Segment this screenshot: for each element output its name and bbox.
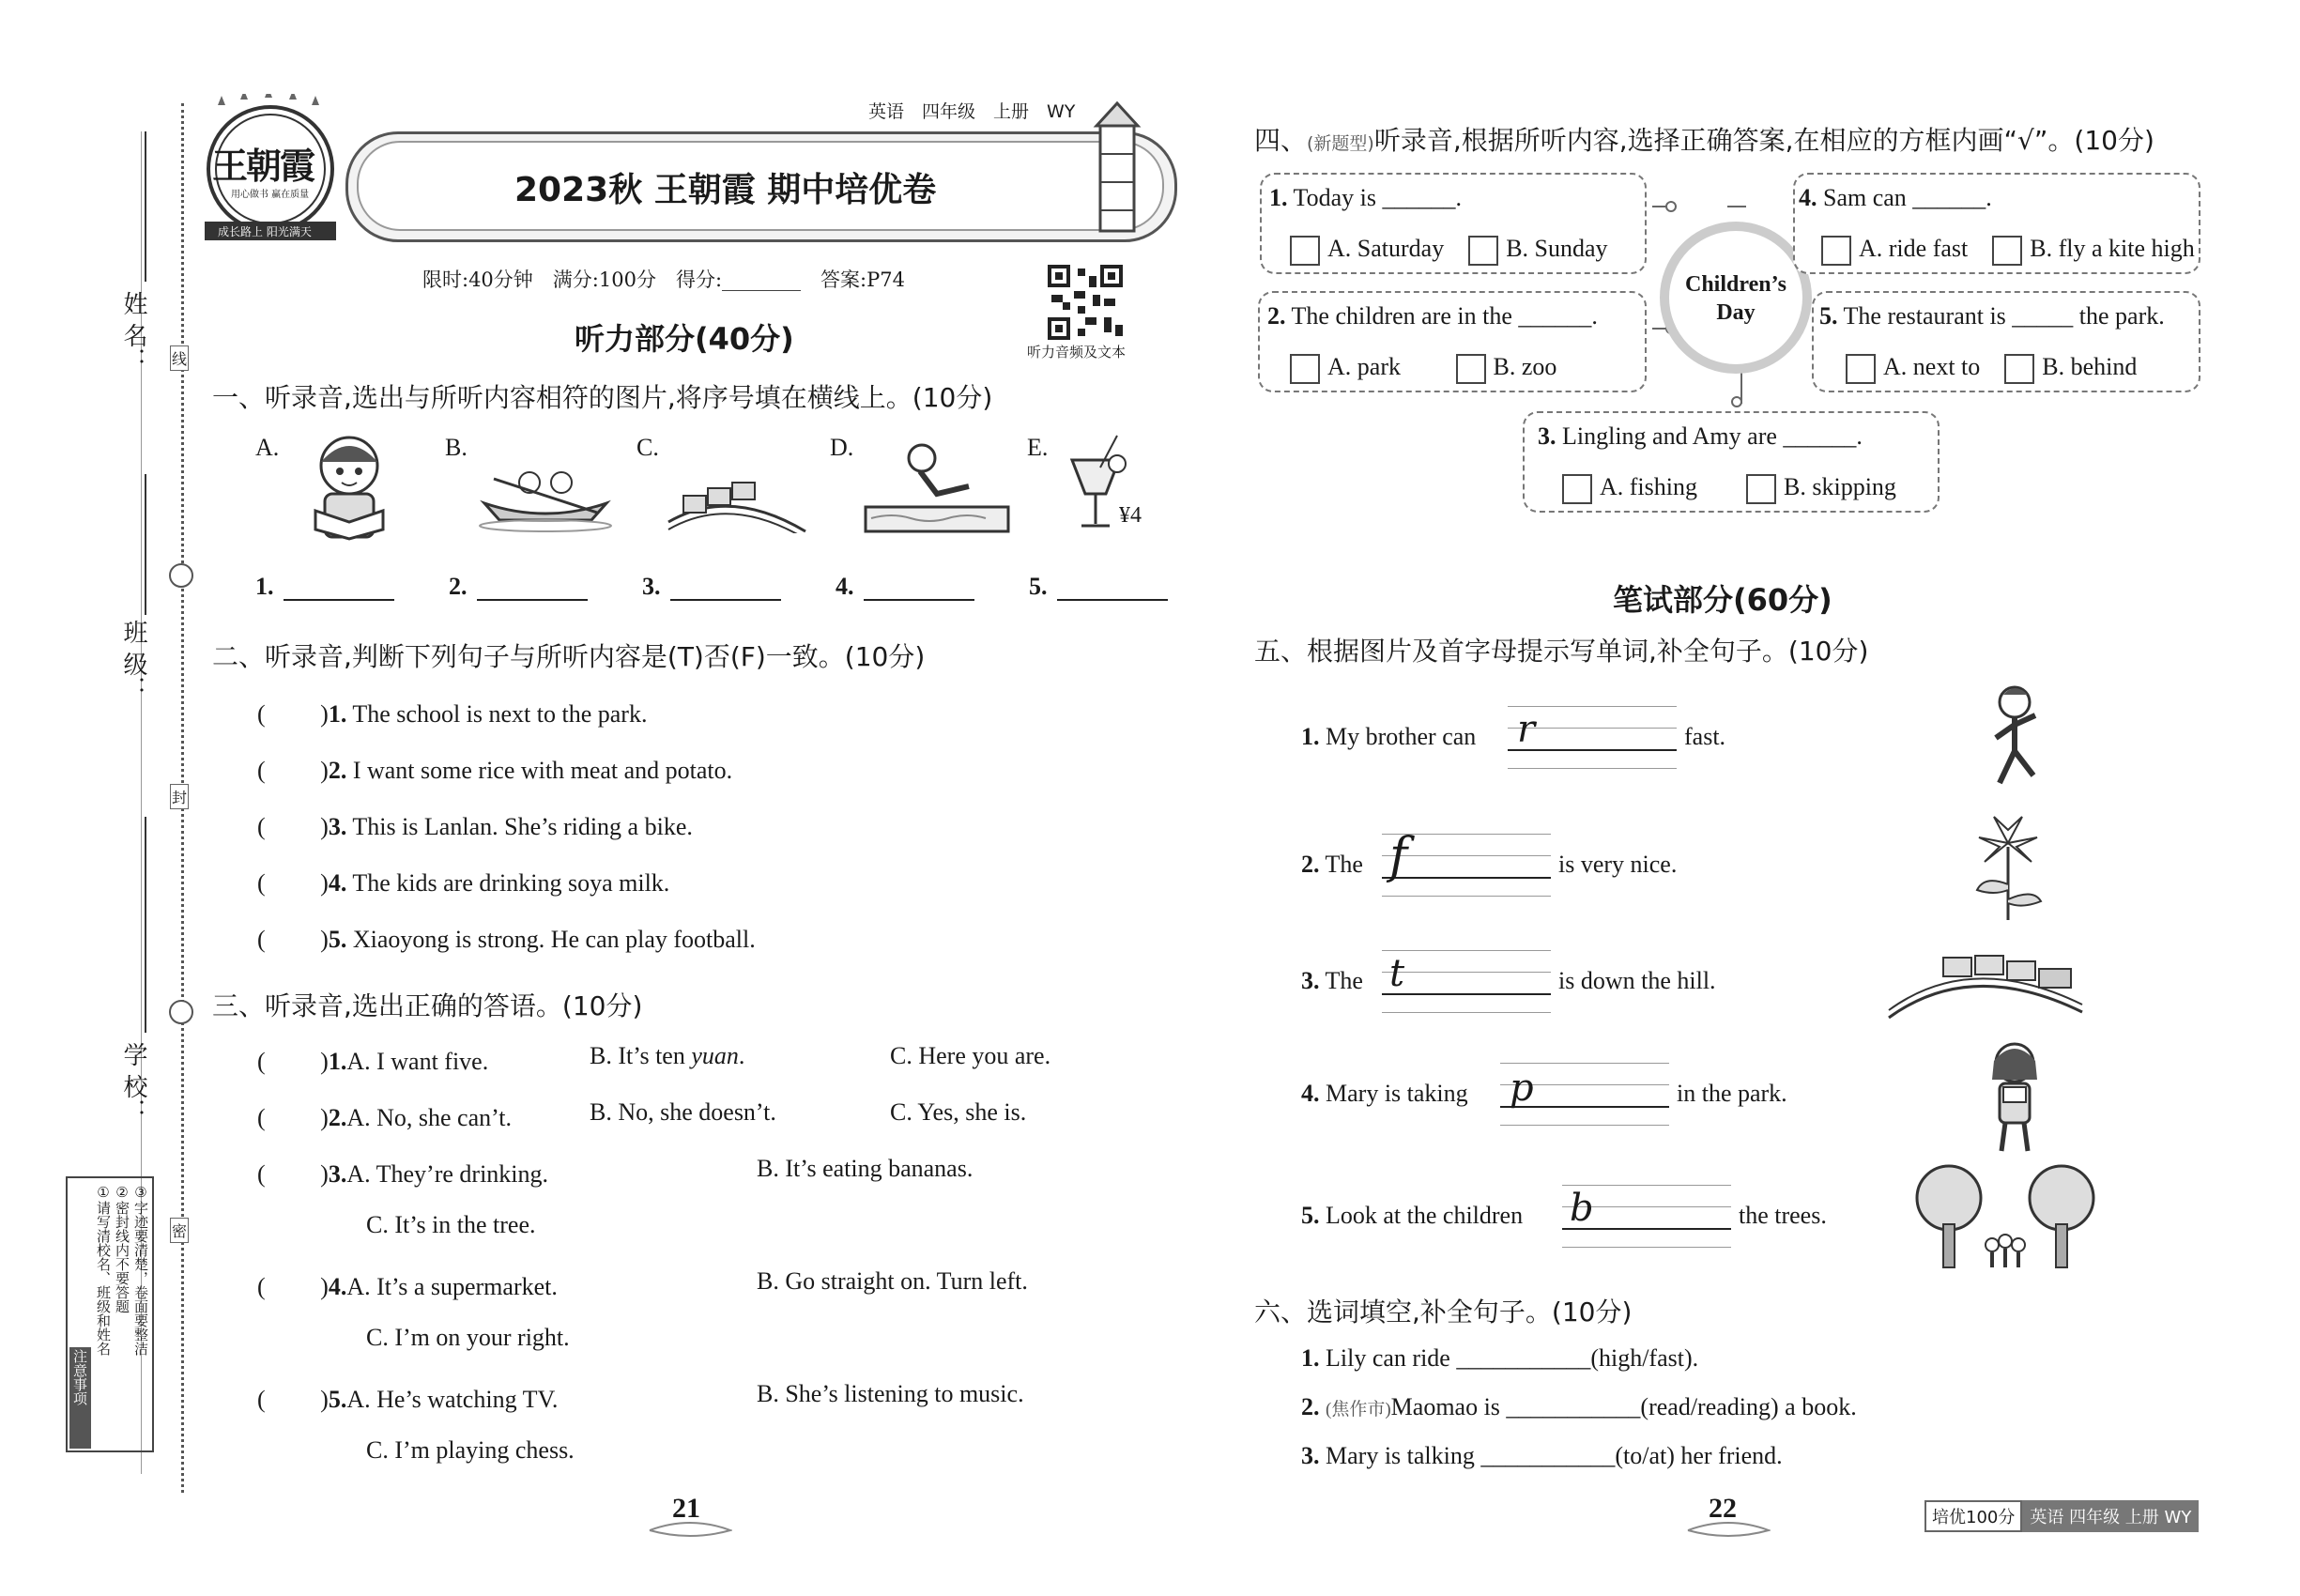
boy-reading-picture (302, 430, 396, 543)
exam-info: 限时:40分钟 满分:100分 得分:________ 答案:P74 (422, 269, 905, 291)
s6-item-3 (1301, 1442, 1783, 1470)
s3-q3-c: C. It’s in the tree. (366, 1211, 536, 1238)
hint-letter: p (1510, 1067, 1534, 1110)
s3-q3-b: B. It’s eating bananas. (757, 1155, 974, 1182)
item-number: 4. (328, 1273, 347, 1300)
heading-prefix: 四、 (1254, 125, 1308, 156)
option-a: A. next to (1883, 353, 1981, 380)
footer-badge (1924, 1500, 2199, 1532)
s5-item-2 (1301, 851, 1363, 879)
item-post: is very nice. (1558, 851, 1678, 878)
item-pre: My brother can (1326, 723, 1477, 750)
binding-hole-icon (169, 563, 193, 588)
school-label: 学 校： (119, 1042, 147, 1124)
writing-guide-line (1508, 768, 1677, 769)
option-d-label: D. (830, 434, 854, 461)
note-3: ③字迹要清楚，卷面要整洁 (132, 1184, 149, 1356)
item-number: 3. (328, 813, 347, 840)
s4-q4-stem (1799, 184, 1992, 212)
item-number: 1. (328, 1048, 347, 1075)
class-field[interactable] (137, 474, 146, 615)
blank-2-label: 2. (449, 573, 468, 600)
tf-item-3 (257, 807, 693, 842)
trees-children-picture (1911, 1160, 2099, 1273)
item-number: 4. (1301, 1080, 1320, 1107)
page-ornament-icon (648, 1521, 732, 1540)
item-number: 5. (328, 1386, 347, 1413)
checkbox-a[interactable] (1562, 474, 1592, 504)
writing-guide-line (1382, 1012, 1551, 1013)
s3-q3 (257, 1155, 548, 1189)
q-stem: Sam can ______. (1823, 184, 1992, 211)
footer-badge-left: 培优100分 (1924, 1500, 2022, 1532)
boat-picture (475, 458, 616, 533)
writing-guide-line (1382, 950, 1551, 951)
section5-heading: 五、根据图片及首字母提示写单词,补全句子。(10分) (1254, 636, 1869, 667)
s3-q2-c: C. Yes, she is. (890, 1098, 1027, 1126)
brand-name: 王朝霞 (212, 145, 314, 187)
item-number: 4. (328, 869, 347, 897)
blank-4-label: 4. (836, 573, 854, 600)
blank-1[interactable] (284, 580, 394, 601)
q-number: 2. (1267, 302, 1286, 330)
option-a-label: A. (255, 434, 280, 461)
option-a: A. I want five. (346, 1048, 489, 1075)
checkbox-a[interactable] (1821, 236, 1851, 266)
writing-guide-line (1562, 1185, 1731, 1186)
writing-guide-line (1500, 1125, 1669, 1126)
item-text: Xiaoyong is strong. He can play football. (352, 926, 756, 953)
item-post: fast. (1684, 723, 1726, 750)
answer-bracket[interactable]: ( ) (257, 1048, 329, 1075)
q-stem: The restaurant is _____ the park. (1843, 302, 2165, 330)
option-b: B. fly a kite high (2030, 235, 2195, 262)
s5-item-5 (1301, 1202, 1523, 1230)
section6-heading: 六、选词填空,补全句子。(10分) (1254, 1297, 1633, 1327)
header-tags: 英语 四年级 上册 WY (868, 101, 1076, 122)
notes-box (66, 1176, 154, 1452)
brand-ribbon: 成长路上 阳光满天 (218, 225, 312, 238)
item-pre: The (1325, 967, 1363, 994)
s4-q1-stem (1269, 184, 1462, 212)
q-number: 1. (1269, 184, 1288, 211)
binding-hole-icon (169, 1000, 193, 1024)
item-number: 2. (328, 1104, 347, 1131)
q-stem: The children are in the ______. (1291, 302, 1598, 330)
heading-text: 听录音,根据所听内容,选择正确答案,在相应的方框内画“√”。(10分) (1373, 125, 2154, 156)
new-type-tag: (新题型) (1307, 133, 1374, 154)
option-a: A. ride fast (1859, 235, 1969, 262)
s4-q4-options (1821, 229, 2195, 266)
brand-small: 用心做书 赢在质量 (231, 190, 310, 200)
s3-q4 (257, 1267, 558, 1302)
blank-2[interactable] (477, 580, 588, 601)
answer-bracket[interactable]: ( ) (257, 1386, 329, 1413)
item-number: 2. (1301, 851, 1320, 878)
center-label: Children’s Day (1684, 272, 1787, 325)
page-title: 2023秋 王朝霞 期中培优卷 (514, 171, 937, 209)
item-number: 3. (1301, 1442, 1320, 1469)
name-label: 姓 名： (119, 291, 147, 373)
item-post: is down the hill. (1558, 967, 1716, 994)
s5-item-3 (1301, 967, 1363, 995)
option-b-label: B. (445, 434, 468, 461)
s4-q3-stem (1538, 422, 1863, 451)
footer-badge-right: 英语 四年级 上册 WY (2022, 1500, 2199, 1532)
checkbox-b[interactable] (1468, 236, 1498, 266)
checkbox-b[interactable] (1992, 236, 2022, 266)
blank-3[interactable] (670, 580, 781, 601)
answer-bracket[interactable]: ( ) (257, 926, 329, 953)
cut-label-feng: 封 (170, 784, 189, 809)
listening-title: 听力部分(40分) (575, 321, 794, 357)
writing-title: 笔试部分(60分) (1613, 582, 1832, 618)
option-e-label: E. (1027, 434, 1049, 461)
blank-3-label: 3. (642, 573, 661, 600)
section2-heading: 二、听录音,判断下列句子与所听内容是(T)否(F)一致。(10分) (212, 641, 926, 672)
s5-item-4 (1301, 1080, 1468, 1108)
answer-bracket[interactable]: ( ) (257, 869, 329, 897)
option-a: A. Saturday (1327, 235, 1445, 262)
item-text: Lily can ride ___________(high/fast). (1326, 1344, 1699, 1372)
option-a: A. It’s a supermarket. (346, 1273, 558, 1300)
qr-code-icon[interactable] (1048, 265, 1123, 340)
item-number: 3. (1301, 967, 1320, 994)
school-field[interactable] (137, 817, 146, 1033)
blank-4[interactable] (864, 580, 974, 601)
s3-q4-c: C. I’m on your right. (366, 1324, 570, 1351)
item-number: 3. (328, 1160, 347, 1188)
s3-q5-c: C. I’m playing chess. (366, 1436, 575, 1464)
s3-q1-b (590, 1042, 744, 1070)
item-text: I want some rice with meat and potato. (352, 757, 733, 784)
hint-letter: f (1389, 828, 1408, 884)
item-text: The school is next to the park. (352, 700, 648, 728)
writing-guide-line (1562, 1247, 1731, 1248)
option-b-end: . (738, 1042, 745, 1069)
s4-q5-stem (1819, 302, 2165, 330)
s3-q2-b: B. No, she doesn’t. (590, 1098, 776, 1126)
checkbox-a[interactable] (1290, 236, 1320, 266)
train-picture (665, 468, 815, 533)
s3-q4-b: B. Go straight on. Turn left. (757, 1267, 1028, 1295)
blank-5-label: 5. (1029, 573, 1048, 600)
answer-bracket[interactable]: ( ) (257, 1273, 329, 1300)
option-a: A. They’re drinking. (346, 1160, 549, 1188)
answer-bracket[interactable]: ( ) (257, 1160, 329, 1188)
item-number: 2. (328, 757, 347, 784)
cut-label-mi: 密 (170, 1218, 189, 1243)
s4-q5-options (1846, 347, 2137, 384)
girl-photo-picture (1977, 1036, 2052, 1155)
q-number: 5. (1819, 302, 1838, 330)
item-number: 1. (1301, 723, 1320, 750)
tf-item-1 (257, 695, 647, 729)
notes-title: 注意事项 (69, 1347, 91, 1449)
note-2: ②密封线内不要答题 (114, 1184, 130, 1313)
flower-picture (1966, 809, 2050, 922)
option-a: A. park (1327, 353, 1401, 380)
option-a: A. fishing (1600, 473, 1697, 500)
writing-guide-line (1382, 972, 1551, 973)
item-number: 2. (1301, 1393, 1320, 1420)
s4-q2-options (1290, 347, 1556, 384)
s4-q2-stem (1267, 302, 1598, 330)
item-post: the trees. (1739, 1202, 1827, 1229)
tf-item-4 (257, 864, 669, 898)
option-b: B. Sunday (1506, 235, 1608, 262)
lighthouse-icon (1080, 98, 1155, 238)
name-field[interactable] (137, 131, 146, 282)
item-post: in the park. (1677, 1080, 1787, 1107)
option-b: B. skipping (1784, 473, 1896, 500)
answer-bracket[interactable]: ( ) (257, 813, 329, 840)
s5-item-1 (1301, 723, 1476, 751)
item-pre: The (1325, 851, 1363, 878)
swimming-picture (864, 437, 1014, 537)
item-number: 1. (1301, 1344, 1320, 1372)
running-boy-picture (1977, 682, 2052, 794)
item-pre: Mary is taking (1326, 1080, 1468, 1107)
hint-letter: t (1389, 952, 1405, 995)
option-b: B. behind (2042, 353, 2138, 380)
checkbox-b[interactable] (1746, 474, 1776, 504)
option-b: B. zoo (1493, 353, 1557, 380)
class-label: 班 级： (119, 620, 147, 701)
item-text: The kids are drinking soya milk. (352, 869, 670, 897)
item-text: This is Lanlan. She’s riding a bike. (352, 813, 693, 840)
hint-letter: b (1570, 1187, 1594, 1230)
q-number: 3. (1538, 422, 1556, 450)
page-ornament-icon (1686, 1521, 1771, 1540)
checkbox-a[interactable] (1290, 354, 1320, 384)
hint-letter: r (1517, 708, 1536, 751)
item-number: 5. (328, 926, 347, 953)
option-c-label: C. (636, 434, 659, 461)
section3-heading: 三、听录音,选出正确的答语。(10分) (212, 990, 643, 1021)
item-text: Maomao is ___________(read/reading) a book. (1390, 1393, 1857, 1420)
item-pre: Look at the children (1326, 1202, 1524, 1229)
cut-label-xian: 线 (170, 345, 189, 371)
answer-bracket[interactable]: ( ) (257, 1104, 329, 1131)
blank-5[interactable] (1057, 580, 1168, 601)
s4-q3-options (1562, 468, 1896, 504)
page-number-left: 21 (672, 1493, 700, 1524)
item-number: 1. (328, 700, 347, 728)
tf-item-2 (257, 751, 732, 786)
s3-q2 (257, 1098, 512, 1133)
s6-item-2 (1301, 1393, 1857, 1421)
q-stem: Lingling and Amy are ______. (1562, 422, 1863, 450)
page-number-right: 22 (1709, 1493, 1737, 1524)
answer-bracket[interactable]: ( ) (257, 757, 329, 784)
writing-guide-line (1508, 706, 1677, 707)
item-number: 5. (1301, 1202, 1320, 1229)
juice-price: ¥4 (1119, 503, 1142, 528)
item-tag: (焦作市) (1326, 1400, 1391, 1420)
section1-heading: 一、听录音,选出与所听内容相符的图片,将序号填在横线上。(10分) (212, 382, 993, 413)
q-number: 4. (1799, 184, 1817, 211)
writing-guide-line (1382, 896, 1551, 897)
writing-guide-line (1500, 1063, 1669, 1064)
checkbox-a[interactable] (1846, 354, 1876, 384)
answer-line[interactable] (1382, 993, 1551, 995)
train-hill-picture (1887, 939, 2084, 1023)
qr-caption: 听力音频及文本 (1027, 344, 1127, 361)
tf-item-5 (257, 920, 756, 955)
blank-1-label: 1. (255, 573, 274, 600)
q-stem: Today is ______. (1293, 184, 1462, 211)
checkbox-b[interactable] (2004, 354, 2034, 384)
checkbox-b[interactable] (1456, 354, 1486, 384)
option-a: A. No, she can’t. (346, 1104, 513, 1131)
item-text: Mary is talking ___________(to/at) her friend. (1326, 1442, 1783, 1469)
option-b: B. It’s ten (590, 1042, 692, 1069)
s3-q5 (257, 1380, 558, 1415)
s6-item-1 (1301, 1344, 1698, 1373)
s3-q1-c: C. Here you are. (890, 1042, 1051, 1069)
note-1: ①请写清校名、班级和姓名 (95, 1184, 112, 1356)
s4-q1-options (1290, 229, 1608, 266)
option-a: A. He’s watching TV. (346, 1386, 559, 1413)
section4-heading (1254, 120, 2154, 158)
answer-bracket[interactable]: ( ) (257, 700, 329, 728)
option-b-italic: yuan (691, 1042, 739, 1069)
s3-q5-b: B. She’s listening to music. (757, 1380, 1024, 1407)
